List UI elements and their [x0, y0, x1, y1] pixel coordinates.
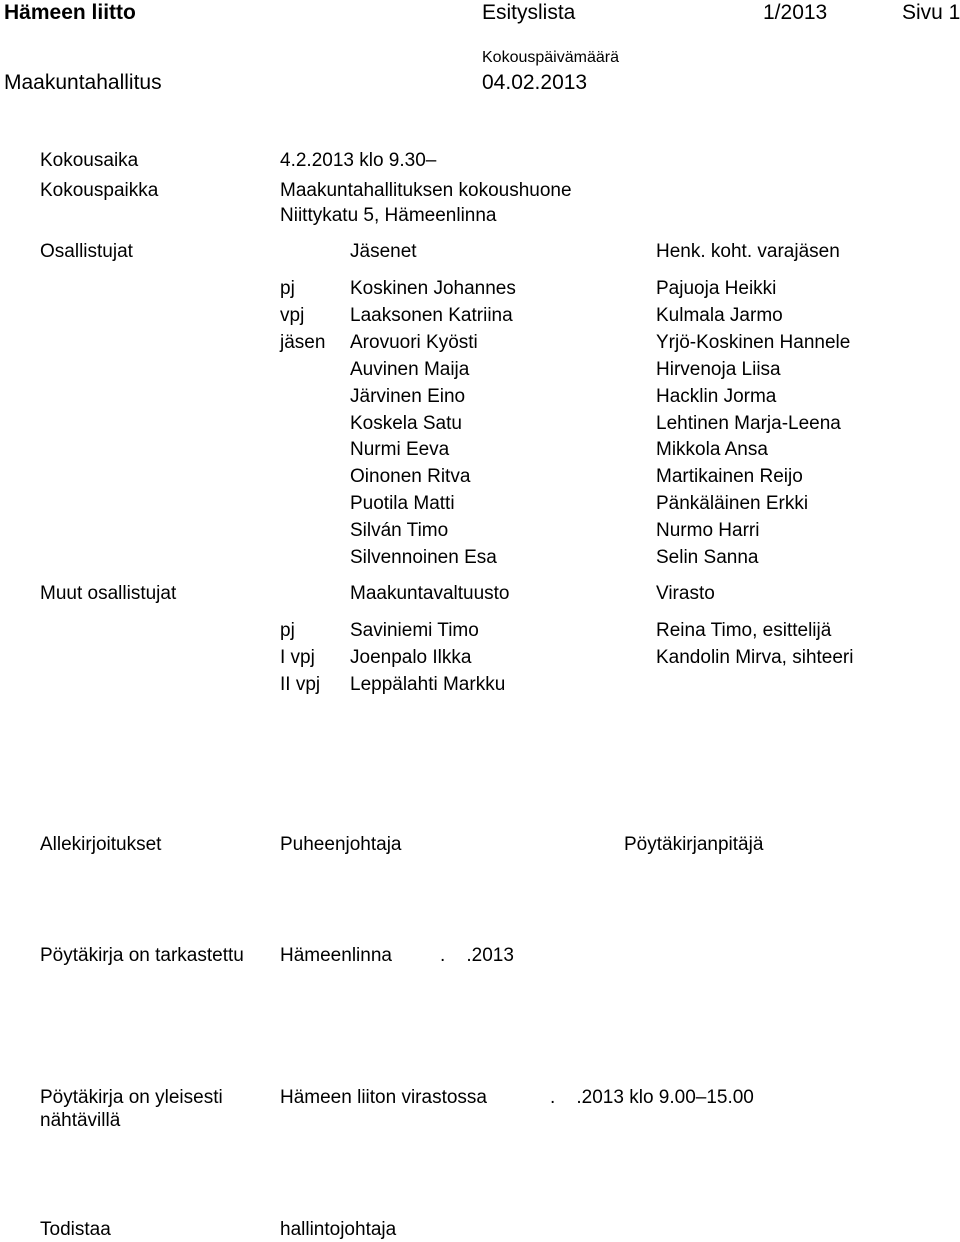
member-name: Järvinen Eino — [350, 385, 466, 407]
member-role: jäsen — [280, 331, 326, 353]
meeting-time: 4.2.2013 klo 9.30– — [280, 150, 437, 171]
council-member-name: Joenpalo Ilkka — [350, 647, 472, 668]
organization-name: Hämeen liitto — [4, 1, 136, 24]
certify-label: Todistaa — [40, 1219, 111, 1240]
member-name: Oinonen Ritva — [350, 466, 471, 488]
council-member-name: Saviniemi Timo — [350, 620, 479, 641]
member-role: vpj — [280, 304, 305, 326]
member-name: Arovuori Kyösti — [350, 331, 478, 353]
office-staff-name: Reina Timo, esittelijä — [656, 620, 832, 641]
council-role: II vpj — [280, 674, 321, 695]
meeting-date-label: Kokouspäivämäärä — [482, 49, 619, 66]
public-date: . .2013 klo 9.00–15.00 — [550, 1087, 754, 1108]
deputy-name: Hacklin Jorma — [656, 385, 777, 407]
checked-place: Hämeenlinna — [280, 945, 392, 966]
member-name: Silván Timo — [350, 520, 449, 542]
deputies-header: Henk. koht. varajäsen — [656, 241, 840, 262]
checked-label: Pöytäkirja on tarkastettu — [40, 945, 244, 966]
member-name: Silvennoinen Esa — [350, 547, 497, 568]
signatures-label: Allekirjoitukset — [40, 834, 162, 855]
member-name: Koskinen Johannes — [350, 278, 516, 299]
deputy-name: Pänkäläinen Erkki — [656, 493, 809, 515]
public-label-line2: nähtävillä — [40, 1110, 121, 1131]
meeting-date: 04.02.2013 — [482, 71, 588, 94]
member-name: Koskela Satu — [350, 412, 462, 434]
governing-body: Maakuntahallitus — [4, 71, 162, 94]
deputy-name: Martikainen Reijo — [656, 466, 803, 488]
public-place: Hämeen liiton virastossa — [280, 1087, 487, 1108]
deputy-name: Lehtinen Marja-Leena — [656, 412, 841, 434]
deputy-name: Pajuoja Heikki — [656, 278, 777, 299]
secretary-signature: Pöytäkirjanpitäjä — [624, 834, 764, 855]
member-name: Puotila Matti — [350, 493, 455, 515]
member-name: Nurmi Eeva — [350, 439, 450, 461]
office-staff-name: Kandolin Mirva, sihteeri — [656, 647, 854, 668]
member-role: pj — [280, 278, 295, 299]
chair-signature: Puheenjohtaja — [280, 834, 402, 855]
participants-label: Osallistujat — [40, 241, 133, 262]
checked-date: . .2013 — [440, 945, 514, 966]
deputy-name: Selin Sanna — [656, 547, 759, 568]
meeting-place-label: Kokouspaikka — [40, 180, 159, 201]
page-number: Sivu 1 — [902, 1, 960, 24]
deputy-name: Kulmala Jarmo — [656, 304, 783, 326]
meeting-place-line1: Maakuntahallituksen kokoushuone — [280, 180, 572, 201]
member-name: Laaksonen Katriina — [350, 304, 513, 326]
member-name: Auvinen Maija — [350, 358, 470, 380]
members-header: Jäsenet — [350, 241, 417, 262]
deputy-name: Hirvenoja Liisa — [656, 358, 781, 380]
meeting-place-line2: Niittykatu 5, Hämeenlinna — [280, 205, 497, 226]
meeting-time-label: Kokousaika — [40, 150, 139, 171]
council-role: pj — [280, 620, 295, 641]
council-member-name: Leppälahti Markku — [350, 674, 506, 695]
deputy-name: Nurmo Harri — [656, 520, 760, 542]
public-label-line1: Pöytäkirja on yleisesti — [40, 1087, 223, 1108]
council-role: I vpj — [280, 647, 315, 668]
deputy-name: Yrjö-Koskinen Hannele — [656, 331, 851, 353]
council-header: Maakuntavaltuusto — [350, 583, 510, 604]
document-type: Esityslista — [482, 1, 576, 24]
certify-value: hallintojohtaja — [280, 1219, 397, 1240]
document-number: 1/2013 — [763, 1, 828, 24]
deputy-name: Mikkola Ansa — [656, 439, 768, 461]
other-participants-label: Muut osallistujat — [40, 583, 177, 604]
office-header: Virasto — [656, 583, 715, 604]
